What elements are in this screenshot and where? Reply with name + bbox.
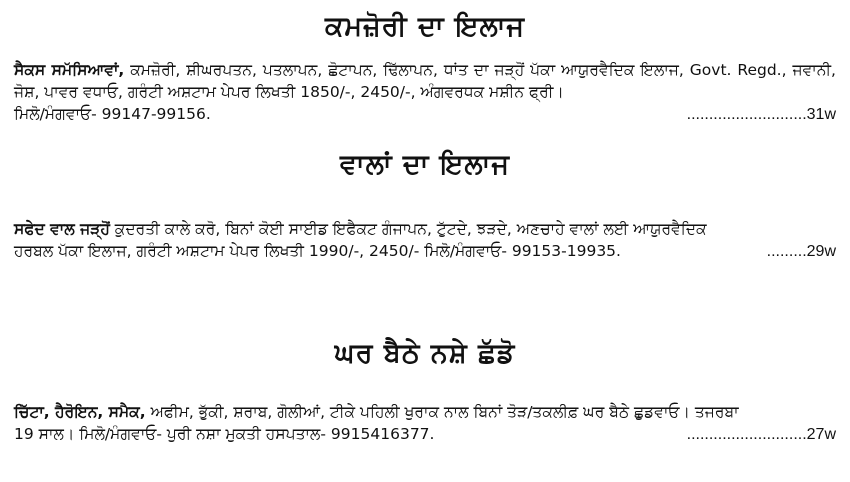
ad-body	[14, 218, 836, 240]
ad-contact: ਹਰਬਲ ਪੱਕਾ ਇਲਾਜ, ਗਰੰਟੀ ਅਸ਼ਟਾਮ ਪੇਪਰ ਲਿਖਤੀ 1990/-, 2450/- ਮਿਲੋ/ਮੰਗਵਾਓ- 99153-19935.	[14, 242, 621, 260]
ad-text: ਅਫੀਮ, ਭੁੱਕੀ, ਸ਼ਰਾਬ, ਗੋਲੀਆਂ, ਟੀਕੇ ਪਹਿਲੀ ਖੁਰਾਕ ਨਾਲ ਬਿਨਾਂ ਤੋੜ/ਤਕਲੀਫ਼ ਘਰ ਬੈਠੇ ਛੁਡਵਾਓ। ਤਜਰਬਾ	[145, 403, 739, 421]
ad-heading: ਘਰ ਬੈਠੇ ਨਸ਼ੇ ਛੱਡੋ	[334, 338, 516, 369]
ad-hair	[14, 148, 836, 263]
ad-last-line	[14, 103, 836, 126]
ad-last-line	[14, 423, 836, 446]
ad-heading: ਕਮਜ਼ੋਰੀ ਦਾ ਇਲਾਜ	[324, 11, 526, 42]
ad-text: ਕੁਦਰਤੀ ਕਾਲੇ ਕਰੋ, ਬਿਨਾਂ ਕੋਈ ਸਾਈਡ ਇਫੈਕਟ ਗੰਜਾਪਨ, ਟੁੱਟਦੇ, ਝੜਦੇ, ਅਣਚਾਹੇ ਵਾਲਾਂ ਲਈ ਆਯੁਰਵੈਦਿਕ	[109, 220, 707, 238]
ad-last-line	[14, 240, 836, 263]
ad-body	[14, 59, 836, 103]
ad-code: ...........................27w	[686, 426, 836, 443]
ad-addiction	[14, 337, 836, 446]
ad-code: .........29w	[766, 243, 836, 260]
ad-code: ...........................31w	[686, 106, 836, 123]
ad-body	[14, 401, 836, 423]
ad-lead: ਸੈਕਸ ਸਮੱਸਿਆਵਾਂ,	[14, 61, 125, 79]
ad-lead: ਸਫੇਦ ਵਾਲ ਜੜ੍ਹੋਂ	[14, 220, 110, 238]
ad-contact: 19 ਸਾਲ। ਮਿਲੋ/ਮੰਗਵਾਓ- ਪੁਰੀ ਨਸ਼ਾ ਮੁਕਤੀ ਹਸਪਤਾਲ- 9915416377.	[14, 425, 435, 443]
ad-weakness	[14, 10, 836, 126]
ad-text: ਕਮਜ਼ੋਰੀ, ਸ਼ੀਘਰਪਤਨ, ਪਤਲਾਪਨ, ਛੋਟਾਪਨ, ਢਿੱਲਾਪਨ, ਧਾਂਤ ਦਾ ਜੜ੍ਹੋਂ ਪੱਕਾ ਆਯੁਰਵੈਦਿਕ ਇਲਾਜ, Govt. Regd., ਜਵਾਨੀ, ਜੋਸ਼, ਪਾਵਰ ਵਧਾਓ, ਗਰੰਟੀ ਅਸ਼ਟਾਮ ਪੇਪਰ ਲਿਖਤੀ 1850/-, 2450/-, ਅੰਗਵਰਧਕ ਮਸ਼ੀਨ ਫ੍ਰੀ।	[14, 61, 836, 101]
ad-lead: ਚਿੱਟਾ, ਹੈਰੋਇਨ, ਸਮੈਕ,	[14, 403, 146, 421]
ad-heading: ਵਾਲਾਂ ਦਾ ਇਲਾਜ	[340, 149, 510, 180]
ad-contact: ਮਿਲੋ/ਮੰਗਵਾਓ- 99147-99156.	[14, 105, 211, 123]
